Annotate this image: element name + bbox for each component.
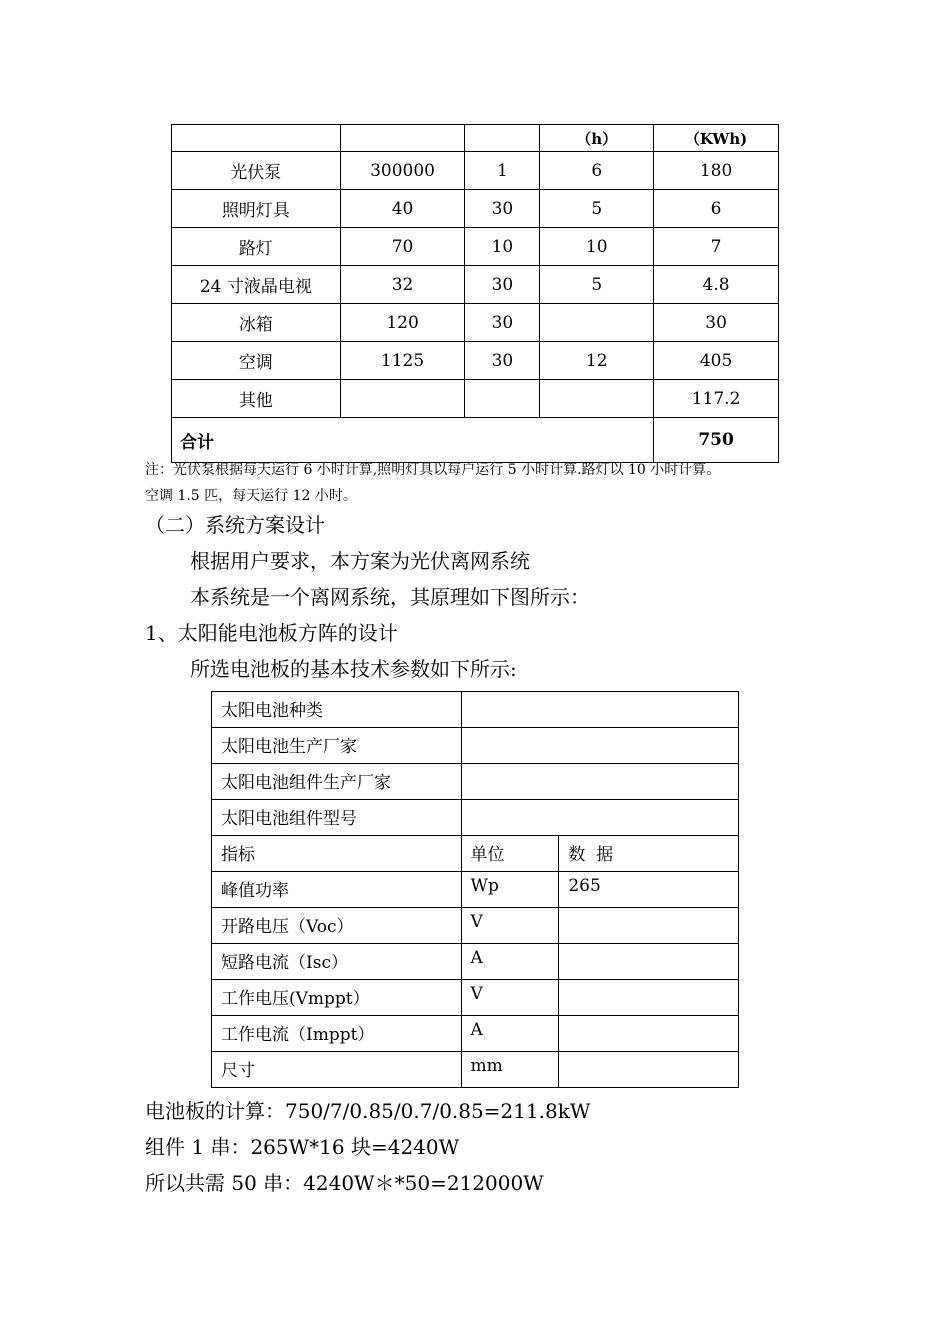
- param-unit: V: [461, 980, 559, 1016]
- header-cell-hours: （h）: [540, 125, 654, 152]
- load-power: 70: [340, 228, 465, 266]
- load-name: 光伏泵: [172, 152, 341, 190]
- table-row: [212, 1016, 739, 1052]
- param-value: 265: [559, 872, 739, 908]
- info-value: [461, 692, 738, 728]
- param-name: 开路电压（Voc）: [212, 908, 462, 944]
- subsection-heading: 1、太阳能电池板方阵的设计: [145, 621, 398, 645]
- info-value: [461, 764, 738, 800]
- total-label: 合计: [172, 418, 654, 463]
- table-row: [172, 342, 779, 380]
- load-power: 40: [340, 190, 465, 228]
- param-value: [559, 1016, 739, 1052]
- info-value: [461, 728, 738, 764]
- table-row: [212, 1052, 739, 1088]
- load-name: 冰箱: [172, 304, 341, 342]
- header-cell-kwh: （KWh): [654, 125, 779, 152]
- load-quantity: 10: [465, 228, 540, 266]
- param-name: 峰值功率: [212, 872, 462, 908]
- table-row: [212, 872, 739, 908]
- table-row: [172, 190, 779, 228]
- param-value: [559, 1052, 739, 1088]
- param-value: [559, 980, 739, 1016]
- total-row: [172, 418, 779, 463]
- load-quantity: 30: [465, 266, 540, 304]
- calc-line-panels: 电池板的计算：750/7/0.85/0.7/0.85=211.8kW: [145, 1099, 591, 1123]
- load-energy: 180: [654, 152, 779, 190]
- calc-line-string: 组件 1 串：265W*16 块=4240W: [145, 1135, 460, 1159]
- table-row: [172, 380, 779, 418]
- info-label: 太阳电池组件型号: [212, 800, 462, 836]
- paragraph-requirement: 根据用户要求，本方案为光伏离网系统: [190, 549, 530, 573]
- param-value: [559, 908, 739, 944]
- load-power: 32: [340, 266, 465, 304]
- section-heading: （二）系统方案设计: [145, 513, 325, 537]
- load-power: [340, 380, 465, 418]
- load-hours: 5: [540, 190, 654, 228]
- load-quantity: 30: [465, 342, 540, 380]
- total-value: 750: [654, 418, 779, 463]
- load-quantity: [465, 380, 540, 418]
- paragraph-parameters: 所选电池板的基本技术参数如下所示:: [190, 657, 517, 681]
- info-row: [212, 764, 739, 800]
- info-row: [212, 692, 739, 728]
- load-name: 空调: [172, 342, 341, 380]
- load-energy: 405: [654, 342, 779, 380]
- table-row: [172, 266, 779, 304]
- table-note-line-2: 空调 1.5 匹，每天运行 12 小时。: [145, 488, 357, 504]
- load-energy: 7: [654, 228, 779, 266]
- info-label: 太阳电池组件生产厂家: [212, 764, 462, 800]
- param-unit: A: [461, 1016, 559, 1052]
- table-row: [172, 152, 779, 190]
- load-hours: 5: [540, 266, 654, 304]
- load-power: 300000: [340, 152, 465, 190]
- table-row: [172, 304, 779, 342]
- info-label: 太阳电池种类: [212, 692, 462, 728]
- load-power: 120: [340, 304, 465, 342]
- header-unit: 单位: [461, 836, 559, 872]
- param-name: 工作电压(Vmppt）: [212, 980, 462, 1016]
- table-row: [212, 908, 739, 944]
- load-table-header-row: [172, 125, 779, 152]
- load-power: 1125: [340, 342, 465, 380]
- header-data: 数 据: [559, 836, 739, 872]
- param-value: [559, 944, 739, 980]
- panel-parameter-table: [211, 691, 739, 1088]
- load-energy: 6: [654, 190, 779, 228]
- load-energy: 30: [654, 304, 779, 342]
- header-cell: [340, 125, 465, 152]
- load-name: 其他: [172, 380, 341, 418]
- param-unit: A: [461, 944, 559, 980]
- param-unit: V: [461, 908, 559, 944]
- load-quantity: 30: [465, 304, 540, 342]
- load-quantity: 30: [465, 190, 540, 228]
- load-quantity: 1: [465, 152, 540, 190]
- info-value: [461, 800, 738, 836]
- table-note-line-1: 注：光伏泵根据每天运行 6 小时计算,照明灯具以每户运行 5 小时计算.路灯以 10 小时计算。: [145, 462, 721, 478]
- param-name: 工作电流（Imppt）: [212, 1016, 462, 1052]
- calc-line-total: 所以共需 50 串：4240W＊*50=212000W: [145, 1171, 544, 1195]
- load-table: [171, 124, 779, 463]
- param-name: 短路电流（Isc）: [212, 944, 462, 980]
- header-indicator: 指标: [212, 836, 462, 872]
- header-cell: [172, 125, 341, 152]
- param-header-row: [212, 836, 739, 872]
- table-row: [212, 980, 739, 1016]
- load-name: 路灯: [172, 228, 341, 266]
- table-row: [212, 944, 739, 980]
- load-name: 照明灯具: [172, 190, 341, 228]
- param-unit: Wp: [461, 872, 559, 908]
- load-hours: [540, 304, 654, 342]
- load-energy: 4.8: [654, 266, 779, 304]
- load-hours: [540, 380, 654, 418]
- info-label: 太阳电池生产厂家: [212, 728, 462, 764]
- load-hours: 6: [540, 152, 654, 190]
- load-hours: 12: [540, 342, 654, 380]
- param-name: 尺寸: [212, 1052, 462, 1088]
- load-hours: 10: [540, 228, 654, 266]
- table-row: [172, 228, 779, 266]
- paragraph-principle: 本系统是一个离网系统，其原理如下图所示：: [190, 585, 590, 609]
- info-row: [212, 728, 739, 764]
- load-name: 24 寸液晶电视: [172, 266, 341, 304]
- info-row: [212, 800, 739, 836]
- param-unit: mm: [461, 1052, 559, 1088]
- header-cell: [465, 125, 540, 152]
- load-energy: 117.2: [654, 380, 779, 418]
